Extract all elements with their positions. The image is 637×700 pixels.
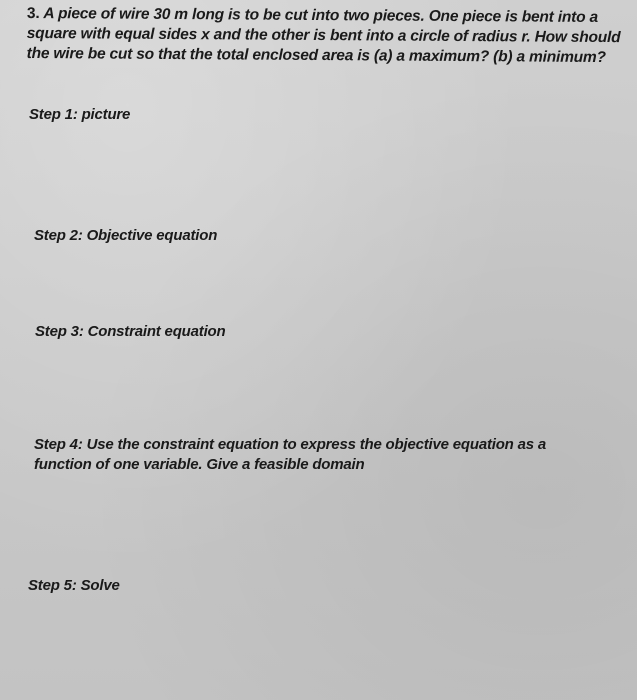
step-5: [28, 576, 120, 596]
problem-number: 3.: [26, 4, 40, 23]
step-1-label: Step 1:: [29, 106, 78, 123]
step-4-label: Step 4:: [34, 436, 83, 453]
problem-statement: [27, 4, 622, 68]
step-3-label: Step 3:: [35, 323, 84, 340]
step-3: [35, 322, 225, 342]
step-4-text: Use the constraint equation to express the objective equation as a function of one variable. Give a feasible domain: [34, 436, 547, 473]
step-5-label: Step 5:: [28, 577, 77, 594]
step-4: [34, 435, 594, 475]
step-1-text: picture: [81, 106, 131, 123]
step-1: [29, 105, 130, 125]
problem-text: A piece of wire 30 m long is to be cut into two pieces. One piece is bent into a square with equal sides x and the other is bent into a circle of radius r. How should the wire be cut so that the total enclosed area is (a) a maximum? (b) a minimum?: [26, 5, 621, 67]
step-2-text: Objective equation: [86, 227, 218, 244]
step-3-text: Constraint equation: [87, 323, 226, 340]
step-5-text: Solve: [80, 577, 120, 594]
step-2-label: Step 2:: [34, 227, 83, 244]
step-2: [34, 226, 217, 246]
